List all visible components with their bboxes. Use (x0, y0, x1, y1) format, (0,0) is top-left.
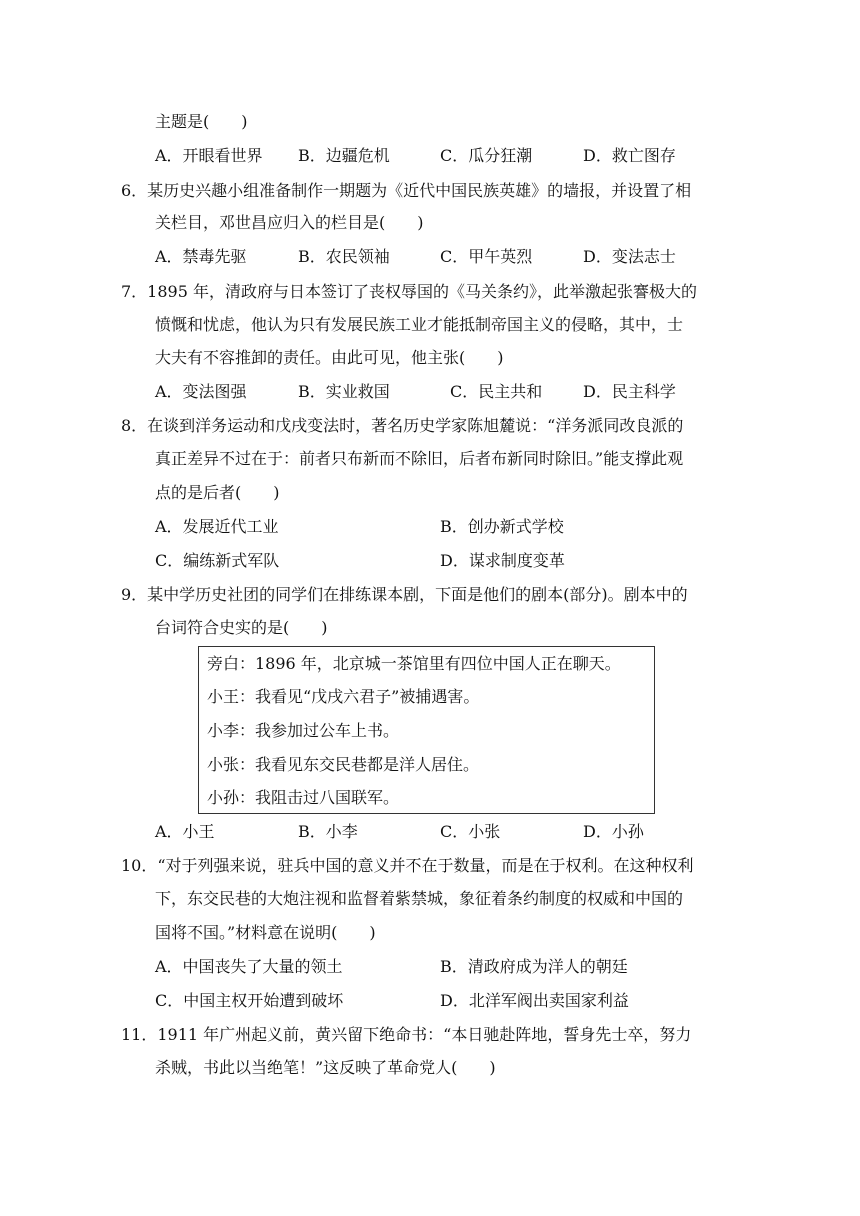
option-d: D．救亡图存 (583, 146, 676, 165)
q6-option-a: A．禁毒先驱 (155, 247, 247, 266)
script-box (198, 646, 655, 814)
option-a: A．开眼看世界 (155, 146, 263, 165)
question-10-line-1: 10．“对于列强来说，驻兵中国的意义并不在于数量，而是在于权利。在这种权利 (121, 856, 694, 875)
q9-option-a: A．小王 (155, 822, 215, 841)
script-line-xiaoli: 小李：我参加过公车上书。 (207, 721, 400, 740)
q10-option-c: C．中国主权开始遭到破坏 (155, 991, 344, 1010)
question-7-line-1: 7．1895 年，清政府与日本签订了丧权辱国的《马关条约》，此举激起张謇极大的 (121, 282, 697, 301)
q10-option-a: A．中国丧失了大量的领土 (155, 957, 343, 976)
question-9-line-2: 台词符合史实的是( ) (155, 618, 328, 637)
question-6-line-2: 关栏目，邓世昌应归入的栏目是( ) (155, 213, 424, 232)
question-7-line-3: 大夫有不容推卸的责任。由此可见，他主张( ) (155, 348, 504, 367)
q9-option-c: C．小张 (440, 822, 501, 841)
question-11-line-1: 11．1911 年广州起义前，黄兴留下绝命书：“本日驰赴阵地，誓身先士卒，努力 (121, 1025, 692, 1044)
q9-option-d: D．小孙 (583, 822, 644, 841)
question-8-line-2: 真正差异不过在于：前者只布新而不除旧，后者布新同时除旧。”能支撑此观 (155, 449, 684, 468)
q6-option-d: D．变法志士 (583, 247, 676, 266)
script-line-narrator: 旁白：1896 年，北京城一茶馆里有四位中国人正在聊天。 (207, 654, 621, 673)
question-8-line-1: 8．在谈到洋务运动和戊戌变法时，著名历史学家陈旭麓说：“洋务派同改良派的 (121, 416, 684, 435)
question-stem-continuation: 主题是( ) (155, 112, 248, 131)
q8-option-a: A．发展近代工业 (155, 517, 279, 536)
q7-option-c: C．民主共和 (450, 382, 543, 401)
q10-option-d: D．北洋军阀出卖国家利益 (440, 991, 629, 1010)
q8-option-d: D．谋求制度变革 (440, 551, 565, 570)
script-line-xiaosun: 小孙：我阻击过八国联军。 (207, 788, 400, 807)
question-11-line-2: 杀贼，书此以当绝笔！”这反映了革命党人( ) (155, 1058, 496, 1077)
q8-option-c: C．编练新式军队 (155, 551, 280, 570)
q6-option-b: B．农民领袖 (298, 247, 390, 266)
option-b: B．边疆危机 (298, 146, 390, 165)
option-c: C．瓜分狂潮 (440, 146, 533, 165)
q9-option-b: B．小李 (298, 822, 358, 841)
q7-option-b: B．实业救国 (298, 382, 390, 401)
question-8-line-3: 点的是后者( ) (155, 483, 280, 502)
script-line-xiaozhang: 小张：我看见东交民巷都是洋人居住。 (207, 755, 480, 774)
q7-option-a: A．变法图强 (155, 382, 247, 401)
question-9-line-1: 9．某中学历史社团的同学们在排练课本剧，下面是他们的剧本(部分)。剧本中的 (121, 585, 688, 604)
q7-option-d: D．民主科学 (583, 382, 676, 401)
q10-option-b: B．清政府成为洋人的朝廷 (440, 957, 628, 976)
question-7-line-2: 愤慨和忧虑，他认为只有发展民族工业才能抵制帝国主义的侵略，其中，士 (155, 315, 684, 334)
q6-option-c: C．甲午英烈 (440, 247, 533, 266)
question-10-line-3: 国将不国。”材料意在说明( ) (155, 923, 376, 942)
question-10-line-2: 下，东交民巷的大炮注视和监督着紫禁城，象征着条约制度的权威和中国的 (155, 889, 684, 908)
q8-option-b: B．创办新式学校 (440, 517, 564, 536)
question-6-line-1: 6．某历史兴趣小组准备制作一期题为《近代中国民族英雄》的墙报，并设置了相 (121, 181, 692, 200)
script-line-xiaowang: 小王：我看见“戊戌六君子”被捕遇害。 (207, 687, 480, 706)
